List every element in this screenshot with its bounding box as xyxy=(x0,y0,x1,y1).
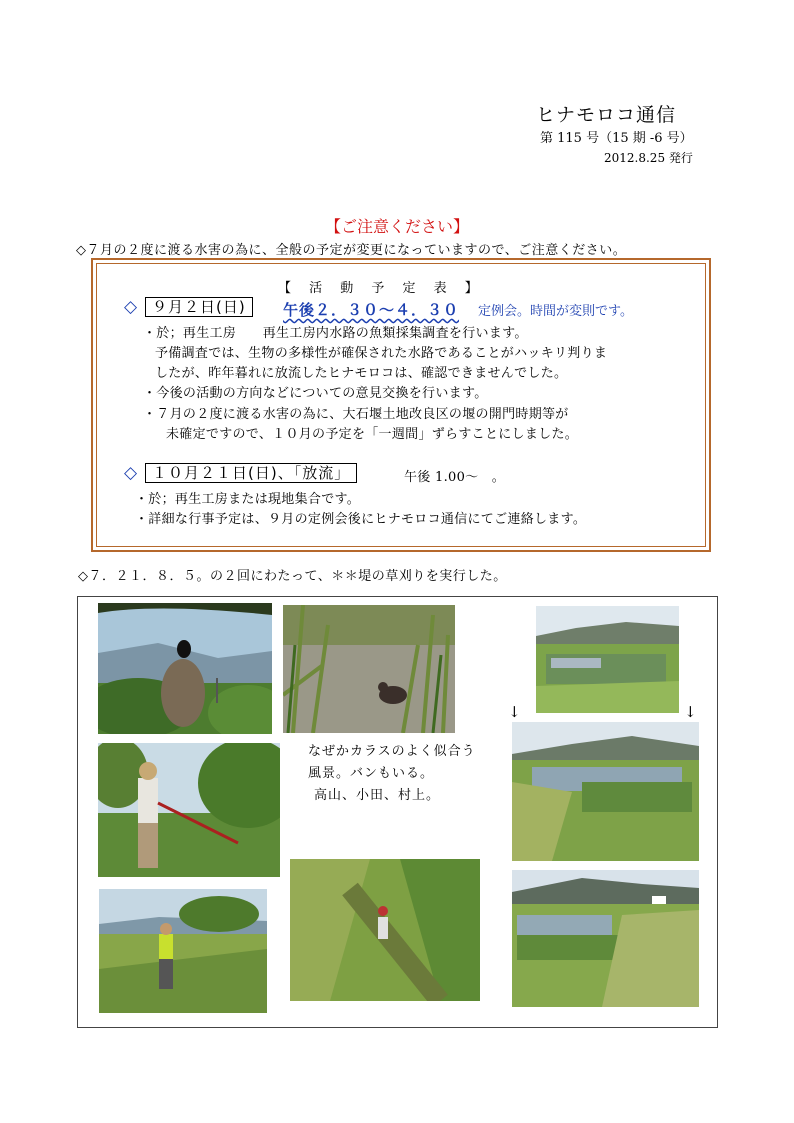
newsletter-title: ヒナモロコ通信 xyxy=(536,104,677,126)
event1-line-4: ・今後の活動の方向などについての意見交換を行います。 xyxy=(143,386,488,401)
photo-caption xyxy=(308,741,476,807)
mowing-man-hat-photo xyxy=(98,743,280,877)
event1-date: ９月２日(日) xyxy=(145,297,253,317)
moorhen-in-water-photo xyxy=(283,605,455,733)
pond-after-photo xyxy=(512,870,699,1007)
arrow-right: ↓ xyxy=(684,703,697,721)
event1-line-3: したが、昨年暮れに放流したヒナモロコは、確認できませんでした。 xyxy=(155,366,568,381)
event1-time: 午後２．３０～４．３０ xyxy=(283,301,460,319)
caption-line-3: 高山、小田、村上。 xyxy=(314,788,441,803)
caution-heading: 【ご注意ください】 xyxy=(324,217,469,236)
event2-date: １０月２１日(日)、「放流」 xyxy=(145,463,357,483)
event2-time: 午後 1.00～ 。 xyxy=(404,470,506,485)
caption-line-1: なぜかカラスのよく似合う xyxy=(308,744,476,759)
caution-text: ◇７月の２度に渡る水害の為に、全般の予定が変更になっていますので、ご注意ください。 xyxy=(76,243,627,258)
event2-marker: ◇ xyxy=(124,463,138,483)
mowing-slope-photo xyxy=(290,859,480,1001)
event1-marker: ◇ xyxy=(124,297,138,317)
event2-line-1: ・於；再生工房または現地集合です。 xyxy=(135,492,361,507)
pond-middle-photo xyxy=(512,722,699,861)
crow-on-stone-photo xyxy=(98,603,272,734)
arrow-left: ↓ xyxy=(508,703,521,721)
event1-line-2: 予備調査では、生物の多様性が確保された水路であることがハッキリ判りま xyxy=(155,346,608,361)
pond-before-photo xyxy=(536,606,679,713)
event1-note: 定例会。時間が変則です。 xyxy=(478,304,633,319)
event2-line-2: ・詳細な行事予定は、９月の定例会後にヒナモロコ通信にてご連絡します。 xyxy=(135,512,587,527)
event1-line-6: 未確定ですので、１０月の予定を「一週間」ずらすことにしました。 xyxy=(166,427,579,442)
issue-number: 第 115 号（15 期 -6 号） xyxy=(540,131,693,146)
event1-line-5: ・７月の２度に渡る水害の為に、大石堰土地改良区の堰の開門時期等が xyxy=(143,407,569,422)
event1-line-1: ・於；再生工房 再生工房内水路の魚類採集調査を行います。 xyxy=(143,326,528,341)
schedule-title: 【 活 動 予 定 表 】 xyxy=(278,281,485,296)
caption-line-2: 風景。バンもいる。 xyxy=(308,766,435,781)
issue-date: 2012.8.25 発行 xyxy=(604,151,693,165)
report-text: ◇７．２１．８．５。の２回にわたって、＊＊堤の草刈りを実行した。 xyxy=(78,569,507,584)
mowing-levee-photo xyxy=(99,889,267,1013)
